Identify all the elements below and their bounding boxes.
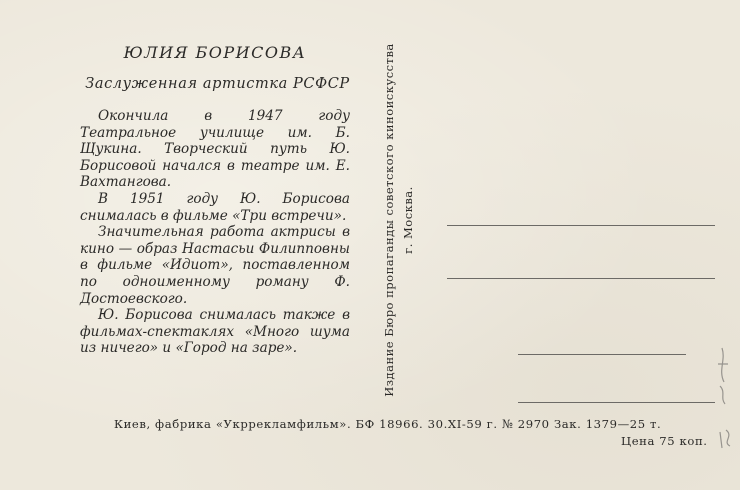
actress-honorific-title: Заслуженная артистка РСФСР xyxy=(85,76,350,92)
price-label: Цена 75 коп. xyxy=(621,434,708,448)
printer-imprint: Киев, фабрика «Укррекламфильм». БФ 18966. 30.XI-59 г. № 2970 Зак. 1379—25 т. xyxy=(114,417,662,431)
biography-text xyxy=(80,108,350,357)
pencil-marks-icon xyxy=(712,340,740,450)
bio-paragraph: Ю. Борисова снималась также в фильмах-спектаклях «Много шума из ничего» и «Город на заре». xyxy=(80,307,350,357)
bio-paragraph: Окончила в 1947 году Театральное училище им. Б. Щукина. Творческий путь Ю. Борисовой начался в театре им. Е. Вахтангова. xyxy=(80,108,350,191)
address-line xyxy=(518,402,715,403)
actress-name: ЮЛИЯ БОРИСОВА xyxy=(123,43,307,62)
address-line xyxy=(447,278,715,279)
address-line xyxy=(447,225,715,226)
bio-paragraph: Значительная работа актрисы в кино — образ Настасьи Филипповны в фильме «Идиот», поставленном по одноименному роману Ф. Достоевского. xyxy=(80,224,350,307)
publisher-vertical-caption xyxy=(380,20,418,420)
address-line xyxy=(518,354,686,355)
publisher-line: Издание Бюро пропаганды советского киноискусства xyxy=(382,43,396,397)
bio-paragraph: В 1951 году Ю. Борисова снималась в фильме «Три встречи». xyxy=(80,190,350,224)
publisher-city: г. Москва. xyxy=(401,186,415,254)
